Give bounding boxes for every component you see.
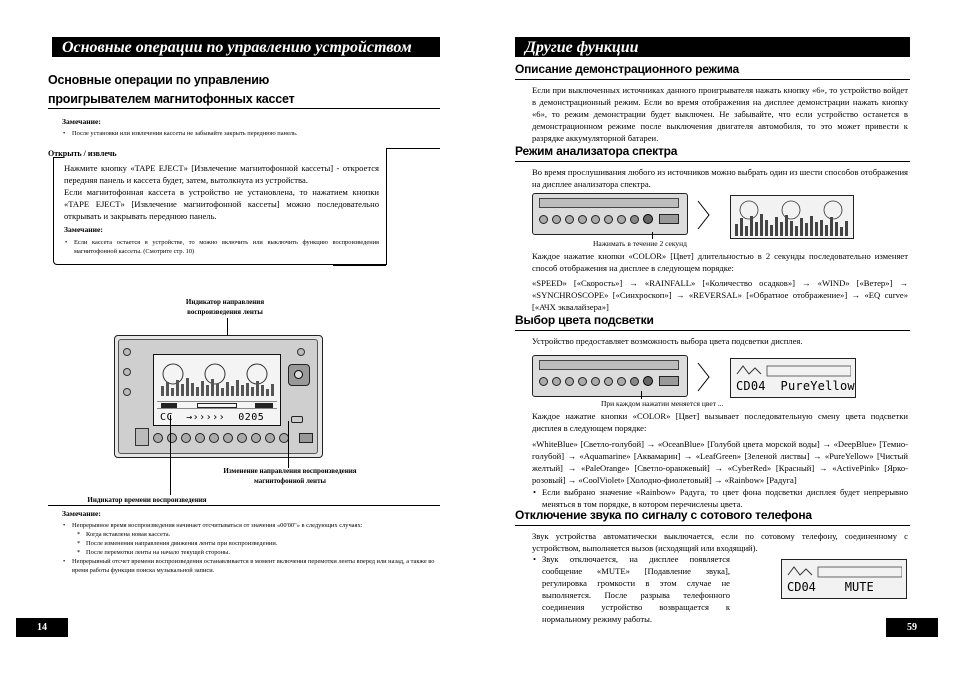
preset-button[interactable] (630, 215, 639, 224)
page-number-left: 14 (16, 618, 68, 637)
preset-button[interactable] (565, 377, 574, 386)
backlight-heading: Выбор цвета подсветки (515, 313, 654, 327)
lcd-text: CD04 MUTE (787, 580, 874, 594)
preset-button[interactable] (539, 215, 548, 224)
backlight-bullet: • Если выбрано значение «Rainbow» Радуга, то цвет фона подсветки дисплея будет непрерывно меняться в том порядке, в котором перечислены цвета. (532, 486, 908, 510)
knob-icon (123, 388, 131, 396)
callout-line-bottom (333, 265, 386, 266)
spectrum-analyzer-graphic (735, 362, 851, 378)
note-label: Замечание: (62, 509, 101, 518)
open-eject-para2: Если магнитофонная кассета в устройство не установлена, то нажатием кнопки «TAPE EJECT» [Извлечение магнитофонной кассеты] можно последовательно открывать и закрывать переднюю панель. (64, 187, 379, 221)
preset-button[interactable] (237, 433, 247, 443)
control-panel-image (532, 355, 688, 397)
knob-icon (123, 348, 131, 356)
spectrum-analyzer-graphic (731, 196, 853, 238)
callout-pointer (288, 421, 289, 468)
spectrum-heading-rule (515, 161, 910, 162)
arrow-icon (697, 200, 711, 230)
display-window (153, 354, 281, 426)
preset-button[interactable] (591, 377, 600, 386)
head-unit-image (114, 335, 323, 458)
note-item: • После установки или извлечения кассеты не забывайте закрыть переднюю панель. (62, 129, 432, 138)
note-item (62, 521, 440, 557)
preset-button[interactable] (539, 377, 548, 386)
preset-button[interactable] (617, 377, 626, 386)
backlight-intro: Устройство предоставляет возможность выбора цвета подсветки дисплея. (532, 336, 803, 346)
preset-button[interactable] (578, 377, 587, 386)
spectrum-analyzer-graphic (786, 563, 902, 579)
callout-text: воспроизведения ленты (187, 308, 263, 316)
preset-button[interactable] (617, 215, 626, 224)
mute-heading: Отключение звука по сигналу с сотового телефона (515, 508, 812, 522)
left-note-2 (62, 509, 440, 575)
mute-bullet: • Звук отключается, на дисплее появляется сообщение «MUTE» [Подавление звука], регулировка громкости в этом случае не выполняется. После разрыва телефонного соединения устройство возвращается к нормальному режиму работы. (532, 553, 730, 625)
callout-line-vert (386, 148, 387, 265)
preset-button[interactable] (552, 215, 561, 224)
backlight-text (532, 410, 908, 510)
note-label: Замечание: (62, 117, 101, 126)
note-item-text: Непрерывное время воспроизведения начинает отсчитываться от значения «00'00"» в следующих случаях: (72, 522, 363, 529)
knob-icon (123, 368, 131, 376)
mute-heading-rule (515, 525, 910, 526)
open-eject-text (64, 162, 379, 256)
preset-button[interactable] (552, 377, 561, 386)
left-section-rule (48, 505, 440, 506)
left-note-1 (62, 117, 432, 138)
spectrum-intro: Во время прослушивания любого из источников можно выбрать один из шести способов отображения на дисплее анализатора спектра. (532, 167, 908, 189)
joystick-icon (288, 364, 310, 386)
note-label: Замечание: (64, 225, 103, 234)
page-number-right: 59 (886, 618, 938, 637)
preset-button[interactable] (153, 433, 163, 443)
lcd-text: CD04 PureYellow (736, 379, 855, 393)
callout-line-top (386, 148, 440, 149)
color-button[interactable] (643, 376, 653, 386)
button-row (539, 376, 683, 390)
preset-button[interactable] (604, 215, 613, 224)
callout-text: магнитофонной ленты (254, 477, 326, 485)
caption-pointer (641, 391, 642, 399)
note-subitem: * Когда вставлена новая кассета. (72, 530, 440, 539)
callout-text: Индикатор направления (185, 298, 265, 306)
left-heading (48, 71, 448, 109)
note-subitem: * После изменения направления движения ленты при воспроизведении. (72, 539, 440, 548)
cassette-slot (135, 428, 149, 446)
open-eject-para1: Нажмите кнопку «TAPE EJECT» [Извлечение магнитофонной кассеты] - откроется передняя панель и кассета будет, затем, вытолкнута из устройства. (64, 163, 379, 185)
spectrum-heading: Режим анализатора спектра (515, 144, 678, 158)
preset-button[interactable] (604, 377, 613, 386)
open-eject-title: Открыть / извлечь (48, 149, 117, 158)
callout-text: Изменение направления воспроизведения (223, 467, 357, 475)
preset-button[interactable] (209, 433, 219, 443)
button-row (539, 214, 683, 228)
note-item: • Если кассета остается в устройстве, то можно включить или выключить функцию воспроизведения магнитофонной кассеты. (Смотрите стр. 10) (64, 238, 379, 256)
demo-heading-rule (515, 79, 910, 80)
preset-button[interactable] (565, 215, 574, 224)
callout-pointer (170, 415, 171, 495)
eject-button[interactable] (659, 214, 679, 224)
mute-display-image (781, 559, 907, 599)
preset-button[interactable] (181, 433, 191, 443)
note-subitem: * После перемотки ленты на начало текущей стороны. (72, 548, 440, 557)
backlight-caption: При каждом нажатии меняется цвет ... (601, 399, 724, 408)
preset-button[interactable] (223, 433, 233, 443)
caption-pointer (652, 232, 653, 239)
preset-button[interactable] (167, 433, 177, 443)
callout-change-direction (194, 466, 386, 486)
preset-buttons (153, 433, 293, 445)
eject-button[interactable] (659, 376, 679, 386)
open-eject-box-top (53, 157, 63, 158)
left-heading-rule (48, 108, 440, 109)
note-item: • Непрерывный отсчет времени воспроизведения останавливается в момент включения перемотки ленты вперед или назад, а также во время работы функции поиска музыкальной записи. (62, 557, 440, 575)
lcd-text: CC →››››› 0205 (160, 412, 265, 423)
backlight-sequence: «WhiteBlue» [Светло-голубой] → «OceanBlue» [Голубой цвета морской воды] → «DeepBlue» [Темно-голубой] → «Aquamarine» [Аквамарин] → «LeafGreen» [Зеленой листвы] → «PureYellow» [Чистый желтый] → «PaleOrange» [Светло-оранжевый] → «CyberRed» [Красный] → «ActivePink» [Ярко-розовый] → «CoolViolet» [Холодно-фиолетовый] → «Rainbow» [Радуга] (532, 439, 908, 485)
preset-button[interactable] (195, 433, 205, 443)
left-heading-line2: проигрывателем магнитофонных кассет (48, 92, 295, 106)
callout-direction-indicator (160, 297, 290, 317)
spectrum-analyzer-graphic (157, 358, 277, 398)
callout-time-indicator: Индикатор времени воспроизведения (87, 496, 207, 504)
knob-icon (297, 348, 305, 356)
backlight-display-image (730, 358, 856, 398)
right-section-banner: Другие функции (515, 37, 910, 57)
spectrum-description: Каждое нажатие кнопки «COLOR» [Цвет] длительностью в 2 секунды последовательно изменяет способ отображения на дисплее в следующем порядке: (532, 251, 908, 273)
left-section-banner: Основные операции по управлению устройством (52, 37, 440, 57)
eject-button[interactable] (299, 433, 313, 443)
preset-button[interactable] (251, 433, 261, 443)
backlight-description: Каждое нажатие кнопки «COLOR» [Цвет] вызывает последовательную смену цвета подсветки дисплея в следующем порядке: (532, 411, 908, 433)
mute-intro: Звук устройства автоматически выключается, если по сотовому телефону, соединенному с устройством, выполняется вызов (исходящий или входящий). (532, 531, 908, 553)
backlight-heading-rule (515, 330, 910, 331)
left-heading-line1: Основные операции по управлению (48, 73, 270, 87)
spectrum-sequence: «SPEED» [«Скорость»] → «RAINFALL» [«Количество осадков»] → «WIND» [«Ветер»] → «SYNCHROSCOPE» [«Синхроскоп»] → «REVERSAL» [«Обратное отображение»] → «EQ curve» [«АЧХ эквалайзера»] (532, 278, 908, 312)
preset-button[interactable] (630, 377, 639, 386)
spectrum-text (532, 250, 908, 313)
mute-bullet-box (532, 553, 730, 625)
preset-button[interactable] (591, 215, 600, 224)
spectrum-caption: Нажимать в течение 2 секунд (593, 239, 688, 248)
color-button[interactable] (643, 214, 653, 224)
direction-button[interactable] (291, 416, 303, 423)
demo-text: Если при выключенных источниках данного проигрывателя нажать кнопку «6», то устройство войдет в демонстрационный режим. Если во время отображения на дисплее демонстрации нажать кнопку «6», то режим демонстрации будет выключен. Не забывайте, что если устройство останется в демонстрационном режиме после выключения двигателя автомобиля, то это может привести к разрядке аккумуляторной батареи. (532, 85, 908, 143)
preset-button[interactable] (578, 215, 587, 224)
spectrum-display-image (730, 195, 854, 239)
demo-heading: Описание демонстрационного режима (515, 62, 740, 76)
preset-button[interactable] (265, 433, 275, 443)
control-panel-image (532, 193, 688, 235)
arrow-icon (697, 362, 711, 392)
